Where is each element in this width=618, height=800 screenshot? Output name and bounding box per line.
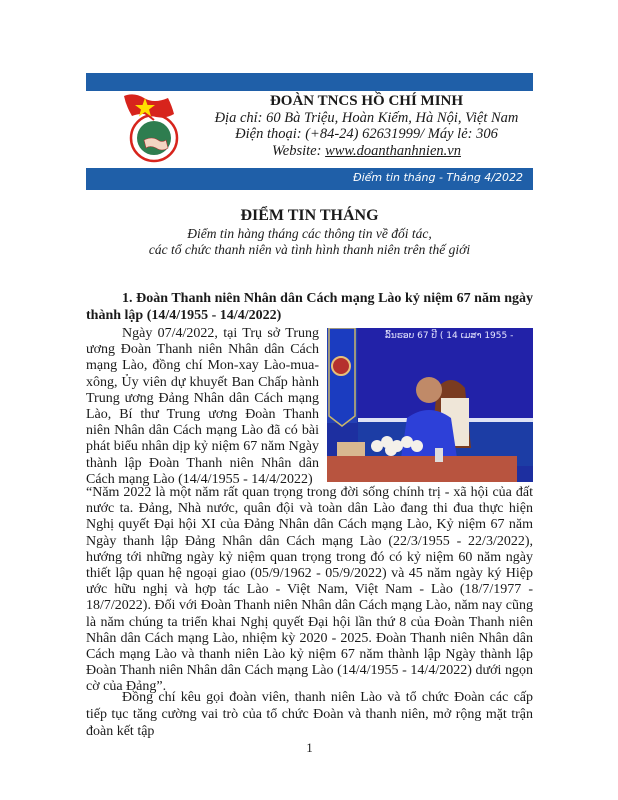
paragraph-quote: “Năm 2022 là một năm rất quan trọng trong đời sống chính trị - xã hội của đất nước ta. Đảng, Nhà nước, quân đội và toàn dân Lào đang thi đua thực hiện Nghị quyết Đại hội XI của Đảng Nhân dân Cách mạng Lào, Kỷ niệm 67 năm Ngày thanh lập Đảng Nhân dân Cách mạng Lào (22/3/1955 - 22/3/2022), hướng tới những ngày kỷ niệm quan trọng trong đó có kỷ niệm 60 năm ngày thiết lập quan hệ ngoại giao (05/9/1962 - 05/9/2022) và 45 năm ngày ký Hiệp ước hữu nghị và hợp tác Lào - Việt Nam, Việt Nam - Lào (18/7/1977 - 18/7/2022). Đối với Đoàn Thanh niên Nhân dân Cách mạng Lào, năm nay cũng là năm chúng ta triển khai Nghị quyết Đại hội lần thứ 8 của Đoàn Thanh niên Nhân dân Cách mạng Lào, nhiệm kỳ 2020 - 2025. Đoàn Thanh niên Nhân dân Cách mạng Lào và thanh niên Lào kỷ niệm 67 năm thành lập Ngày thành lập Đoàn Thanh niên Nhân dân Cách mạng Lào (14/4/1955 - 14/4/2022) dưới ngọn cờ của Đảng”. xyxy=(86,485,533,695)
header-issue-bar xyxy=(86,168,533,190)
section-heading-text: 1. Đoàn Thanh niên Nhân dân Cách mạng Lào kỷ niệm 67 năm ngày thành lập (14/4/1955 - 14/4/2022) xyxy=(86,291,533,323)
org-phone: Điện thoại: (+84-24) 62631999/ Máy lẻ: 306 xyxy=(235,126,498,142)
page-number: 1 xyxy=(306,740,313,755)
org-info xyxy=(200,93,533,159)
section-heading xyxy=(86,290,533,324)
paragraph-intro: Ngày 07/4/2022, tại Trụ sở Trung ương Đoàn Thanh niên Nhân dân Cách mạng Lào, đồng chí Mon-xay Lào-mua-xông, Ủy viên dự khuyết Ban Chấp hành Trung ương Đảng Nhân dân Cách mạng Lào, Bí thư Trung ương Đoàn Thanh niên Nhân dân Cách mạng Lào đã có bài phát biểu nhân dịp kỷ niệm 67 năm Ngày thành lập Đoàn Thanh niên Nhân dân Cách mạng Lào (14/4/1955 - 14/4/2022) xyxy=(86,326,319,487)
website-link[interactable]: www.doanthanhnien.vn xyxy=(325,142,461,159)
page-title: ĐIỂM TIN THÁNG xyxy=(240,207,379,224)
speaker-at-desk-photo xyxy=(327,328,533,482)
subtitle-line-2: các tổ chức thanh niên và tình hình thanh niên trên thế giới xyxy=(148,242,471,257)
issue-label: Điểm tin tháng - Tháng 4/2022 xyxy=(353,171,523,184)
photo-banner-text: ລົ້ນຮອບ 67 ປີ ( 14 ເມສາ 1955 - xyxy=(385,331,514,341)
org-website xyxy=(200,143,533,160)
subtitle-line-1: Điểm tin hàng tháng các thông tin về đối tác, xyxy=(187,226,432,241)
youth-union-emblem-icon xyxy=(118,92,186,164)
org-address: Địa chỉ: 60 Bà Triệu, Hoàn Kiếm, Hà Nội, Việt Nam xyxy=(214,109,519,126)
page-subtitle xyxy=(86,226,533,258)
website-label: Website: xyxy=(272,142,326,159)
header-top-bar xyxy=(86,73,533,91)
paragraph-call: Đồng chí kêu gọi đoàn viên, thanh niên Lào và tổ chức Đoàn các cấp tiếp tục tăng cường vai trò của tổ chức Đoàn và thanh niên, mở rộng mặt trận đoàn kết tập xyxy=(86,690,533,739)
org-name: ĐOÀN TNCS HỒ CHÍ MINH xyxy=(269,93,464,109)
